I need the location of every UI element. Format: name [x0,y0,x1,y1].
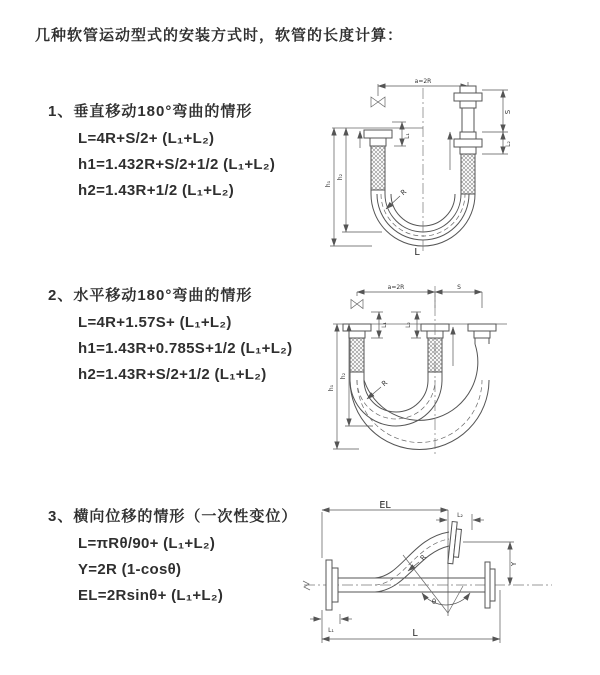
dimension-l [322,590,500,643]
valve-icon [371,97,385,107]
diagram-lateral-displacement [300,498,590,653]
page-title: 几种软管运动型式的安装方式时，软管的长度计算： [35,27,404,44]
section-2-heading: 2、水平移动180°弯曲的情形 [48,287,253,304]
dim-label-l: L [412,628,418,639]
dim-label-h2: h₂ [337,173,344,181]
dim-label-l: L [414,247,420,257]
displaced-flange [448,521,462,564]
dim-label-theta: θ [431,598,437,606]
formula-line: L=πRθ/90+ (L₁+L₂) [78,535,216,552]
braided-hose [461,154,475,194]
dim-label-y: Y [510,561,518,567]
dim-label-el: EL [379,500,391,511]
dim-label-s: S [504,109,512,115]
right-flange [468,324,496,338]
left-flange [343,324,371,338]
dimension-span [357,284,482,308]
braided-hose [371,146,385,190]
dim-label-r: R [380,378,390,389]
dimension-l1 [392,122,411,146]
dimension-el [322,500,448,616]
section-1-heading: 1、垂直移动180°弯曲的情形 [48,103,253,120]
formula-line: L=4R+1.57S+ (L₁+L₂) [78,314,232,331]
dimension-l2 [436,512,484,530]
left-flange [364,130,392,146]
dimension-l2 [482,132,512,154]
dim-label-l2: L₂ [457,512,463,519]
dim-label-r: R [418,553,429,563]
formula-line: h1=1.432R+S/2+1/2 (L₁+L₂) [78,156,276,173]
formula-line: Y=2R (1-cosθ) [78,561,182,578]
right-flange-lower [454,132,482,154]
right-flange [485,562,495,608]
section-3 [48,505,297,604]
dimension-h1 [325,128,372,246]
right-flange-upper [454,86,482,108]
dim-label-s: S [457,284,461,291]
diagram-horizontal-180-bend [325,268,555,458]
hose-u-bend-displaced [350,344,489,450]
braided-hose [350,338,364,372]
section-1 [48,100,275,199]
left-flange [326,560,338,610]
hose-s-curve [375,532,449,592]
angle-construction [403,555,470,613]
radius-callout [367,379,389,399]
dim-label-span: a=2R [414,78,432,85]
valve-icon [351,300,363,309]
dim-label-h1: h₁ [328,384,335,392]
section-2 [48,284,292,383]
hose-u-bend [350,380,442,426]
dimension-l2 [405,312,421,338]
dimension-s [482,90,512,132]
dim-label-h2: h₂ [340,372,347,380]
dim-label-l1: L₁ [328,627,334,634]
dim-label-l1: L₁ [404,133,411,139]
radius-callout [408,553,428,571]
diagram-vertical-180-bend [320,72,555,257]
dim-label-r: R [399,187,409,198]
formula-line: h2=1.43R+1/2 (L₁+L₂) [78,182,235,199]
dim-label-span: a=2R [387,284,405,291]
dimension-l1 [371,312,388,338]
dim-label-h1: h₁ [325,180,332,188]
radius-callout [386,188,408,209]
section-3-heading: 3、横向位移的情形（一次性变位） [48,508,298,525]
pipe-break-mark [303,581,310,590]
hose-u-bend [371,194,475,246]
dim-label-l2: L₂ [505,141,512,147]
dim-label-l2: L₂ [405,322,412,328]
dim-label-l1: L₁ [381,322,388,328]
formula-line: L=4R+S/2+ (L₁+L₂) [78,130,215,147]
dimension-l1 [310,614,352,634]
formula-line: h1=1.43R+0.785S+1/2 (L₁+L₂) [78,340,293,357]
formula-line: EL=2Rsinθ+ (L₁+L₂) [78,587,224,604]
formula-line: h2=1.43R+S/2+1/2 (L₁+L₂) [78,366,267,383]
